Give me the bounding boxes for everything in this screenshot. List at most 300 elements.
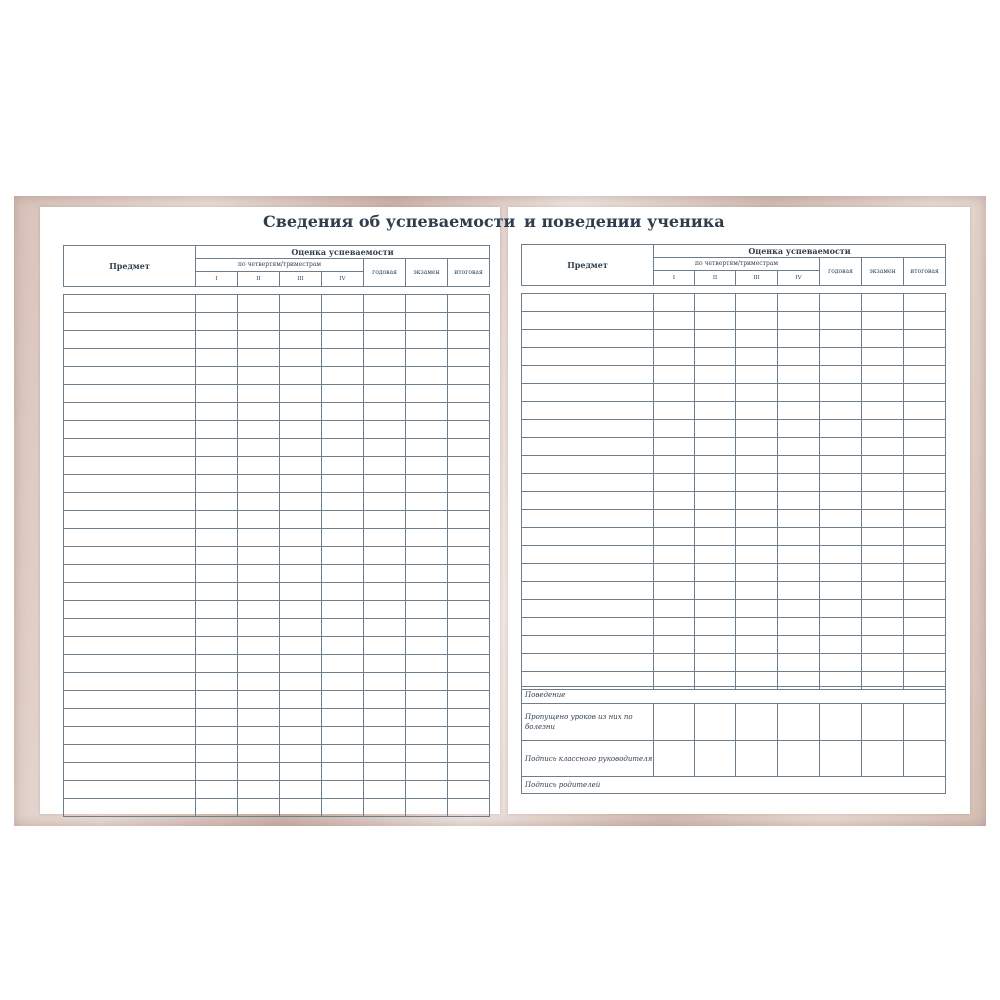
grade-cell[interactable]: [322, 313, 364, 331]
grade-cell[interactable]: [736, 366, 778, 384]
grade-cell[interactable]: [862, 528, 904, 546]
grade-cell[interactable]: [695, 438, 736, 456]
cell[interactable]: [654, 741, 695, 777]
grade-cell[interactable]: [654, 474, 695, 492]
subject-cell[interactable]: [64, 691, 196, 709]
grade-cell[interactable]: [406, 727, 448, 745]
grade-cell[interactable]: [820, 582, 862, 600]
grade-cell[interactable]: [280, 457, 322, 475]
grade-cell[interactable]: [238, 349, 280, 367]
grade-cell[interactable]: [406, 331, 448, 349]
grade-cell[interactable]: [904, 582, 946, 600]
grade-cell[interactable]: [196, 403, 238, 421]
grade-cell[interactable]: [364, 367, 406, 385]
grade-cell[interactable]: [364, 745, 406, 763]
grade-cell[interactable]: [736, 618, 778, 636]
grade-cell[interactable]: [196, 331, 238, 349]
grade-cell[interactable]: [364, 691, 406, 709]
grade-cell[interactable]: [238, 295, 280, 313]
grade-cell[interactable]: [862, 420, 904, 438]
grade-cell[interactable]: [448, 709, 490, 727]
grade-cell[interactable]: [862, 402, 904, 420]
grade-cell[interactable]: [695, 420, 736, 438]
grade-cell[interactable]: [196, 349, 238, 367]
grade-cell[interactable]: [820, 474, 862, 492]
grade-cell[interactable]: [904, 474, 946, 492]
grade-cell[interactable]: [322, 691, 364, 709]
subject-cell[interactable]: [522, 384, 654, 402]
grade-cell[interactable]: [280, 421, 322, 439]
grade-cell[interactable]: [364, 547, 406, 565]
grade-cell[interactable]: [322, 349, 364, 367]
grade-cell[interactable]: [280, 781, 322, 799]
subject-cell[interactable]: [64, 421, 196, 439]
grade-cell[interactable]: [322, 763, 364, 781]
grade-cell[interactable]: [238, 547, 280, 565]
subject-cell[interactable]: [522, 330, 654, 348]
grade-cell[interactable]: [695, 600, 736, 618]
grade-cell[interactable]: [280, 547, 322, 565]
grade-cell[interactable]: [654, 600, 695, 618]
grade-cell[interactable]: [904, 510, 946, 528]
grade-cell[interactable]: [364, 637, 406, 655]
grade-cell[interactable]: [778, 438, 820, 456]
grade-cell[interactable]: [654, 366, 695, 384]
cell[interactable]: [862, 704, 904, 741]
grade-cell[interactable]: [778, 402, 820, 420]
grade-cell[interactable]: [280, 313, 322, 331]
grade-cell[interactable]: [820, 348, 862, 366]
grade-cell[interactable]: [448, 385, 490, 403]
grade-cell[interactable]: [736, 636, 778, 654]
grade-cell[interactable]: [322, 565, 364, 583]
subject-cell[interactable]: [64, 529, 196, 547]
grade-cell[interactable]: [904, 654, 946, 672]
grade-cell[interactable]: [406, 529, 448, 547]
grade-cell[interactable]: [820, 420, 862, 438]
grade-cell[interactable]: [736, 564, 778, 582]
subject-cell[interactable]: [64, 331, 196, 349]
grade-cell[interactable]: [364, 529, 406, 547]
grade-cell[interactable]: [322, 403, 364, 421]
grade-cell[interactable]: [904, 366, 946, 384]
grade-cell[interactable]: [238, 727, 280, 745]
grade-cell[interactable]: [448, 727, 490, 745]
subject-cell[interactable]: [522, 438, 654, 456]
grade-cell[interactable]: [820, 294, 862, 312]
grade-cell[interactable]: [778, 294, 820, 312]
subject-cell[interactable]: [64, 637, 196, 655]
grade-cell[interactable]: [736, 348, 778, 366]
grade-cell[interactable]: [322, 439, 364, 457]
grade-cell[interactable]: [695, 366, 736, 384]
grade-cell[interactable]: [862, 312, 904, 330]
grade-cell[interactable]: [448, 691, 490, 709]
grade-cell[interactable]: [654, 582, 695, 600]
grade-cell[interactable]: [238, 781, 280, 799]
grade-cell[interactable]: [238, 637, 280, 655]
grade-cell[interactable]: [862, 636, 904, 654]
grade-cell[interactable]: [406, 367, 448, 385]
cell[interactable]: [904, 741, 946, 777]
grade-cell[interactable]: [778, 546, 820, 564]
grade-cell[interactable]: [280, 349, 322, 367]
grade-cell[interactable]: [448, 349, 490, 367]
grade-cell[interactable]: [904, 420, 946, 438]
grade-cell[interactable]: [778, 330, 820, 348]
grade-cell[interactable]: [196, 493, 238, 511]
subject-cell[interactable]: [64, 655, 196, 673]
cell[interactable]: [695, 741, 736, 777]
grade-cell[interactable]: [196, 565, 238, 583]
grade-cell[interactable]: [820, 330, 862, 348]
grade-cell[interactable]: [448, 367, 490, 385]
grade-cell[interactable]: [406, 673, 448, 691]
grade-cell[interactable]: [820, 618, 862, 636]
grade-cell[interactable]: [778, 492, 820, 510]
grade-cell[interactable]: [862, 546, 904, 564]
grade-cell[interactable]: [364, 403, 406, 421]
grade-cell[interactable]: [364, 439, 406, 457]
grade-cell[interactable]: [238, 745, 280, 763]
grade-cell[interactable]: [736, 438, 778, 456]
grade-cell[interactable]: [862, 600, 904, 618]
grade-cell[interactable]: [862, 330, 904, 348]
grade-cell[interactable]: [904, 564, 946, 582]
grade-cell[interactable]: [364, 457, 406, 475]
grade-cell[interactable]: [778, 582, 820, 600]
grade-cell[interactable]: [406, 619, 448, 637]
grade-cell[interactable]: [238, 583, 280, 601]
grade-cell[interactable]: [654, 510, 695, 528]
grade-cell[interactable]: [196, 691, 238, 709]
grade-cell[interactable]: [820, 546, 862, 564]
grade-cell[interactable]: [406, 583, 448, 601]
grade-cell[interactable]: [448, 529, 490, 547]
grade-cell[interactable]: [448, 745, 490, 763]
grade-cell[interactable]: [862, 474, 904, 492]
grade-cell[interactable]: [238, 763, 280, 781]
grade-cell[interactable]: [862, 438, 904, 456]
subject-cell[interactable]: [64, 619, 196, 637]
grade-cell[interactable]: [280, 745, 322, 763]
grade-cell[interactable]: [322, 709, 364, 727]
grade-cell[interactable]: [322, 295, 364, 313]
grade-cell[interactable]: [280, 601, 322, 619]
subject-cell[interactable]: [64, 295, 196, 313]
grade-cell[interactable]: [448, 655, 490, 673]
grade-cell[interactable]: [196, 511, 238, 529]
grade-cell[interactable]: [862, 294, 904, 312]
grade-cell[interactable]: [820, 600, 862, 618]
subject-cell[interactable]: [522, 546, 654, 564]
grade-cell[interactable]: [904, 546, 946, 564]
grade-cell[interactable]: [695, 402, 736, 420]
grade-cell[interactable]: [238, 601, 280, 619]
grade-cell[interactable]: [448, 439, 490, 457]
grade-cell[interactable]: [280, 295, 322, 313]
grade-cell[interactable]: [238, 619, 280, 637]
grade-cell[interactable]: [448, 637, 490, 655]
grade-cell[interactable]: [448, 511, 490, 529]
grade-cell[interactable]: [736, 474, 778, 492]
subject-cell[interactable]: [64, 565, 196, 583]
grade-cell[interactable]: [196, 475, 238, 493]
grade-cell[interactable]: [238, 511, 280, 529]
grade-cell[interactable]: [904, 528, 946, 546]
grade-cell[interactable]: [695, 564, 736, 582]
grade-cell[interactable]: [904, 384, 946, 402]
grade-cell[interactable]: [406, 439, 448, 457]
grade-cell[interactable]: [196, 763, 238, 781]
grade-cell[interactable]: [448, 547, 490, 565]
subject-cell[interactable]: [522, 654, 654, 672]
grade-cell[interactable]: [654, 384, 695, 402]
grade-cell[interactable]: [238, 421, 280, 439]
grade-cell[interactable]: [406, 511, 448, 529]
grade-cell[interactable]: [736, 600, 778, 618]
grade-cell[interactable]: [322, 601, 364, 619]
subject-cell[interactable]: [64, 745, 196, 763]
grade-cell[interactable]: [322, 511, 364, 529]
grade-cell[interactable]: [364, 673, 406, 691]
grade-cell[interactable]: [322, 673, 364, 691]
grade-cell[interactable]: [448, 403, 490, 421]
grade-cell[interactable]: [196, 655, 238, 673]
grade-cell[interactable]: [322, 619, 364, 637]
grade-cell[interactable]: [196, 529, 238, 547]
grade-cell[interactable]: [364, 781, 406, 799]
grade-cell[interactable]: [322, 655, 364, 673]
subject-cell[interactable]: [64, 475, 196, 493]
grade-cell[interactable]: [196, 781, 238, 799]
grade-cell[interactable]: [280, 529, 322, 547]
grade-cell[interactable]: [196, 799, 238, 817]
grade-cell[interactable]: [196, 637, 238, 655]
grade-cell[interactable]: [322, 475, 364, 493]
grade-cell[interactable]: [280, 637, 322, 655]
grade-cell[interactable]: [406, 565, 448, 583]
grade-cell[interactable]: [406, 493, 448, 511]
grade-cell[interactable]: [406, 637, 448, 655]
grade-cell[interactable]: [654, 294, 695, 312]
grade-cell[interactable]: [322, 727, 364, 745]
grade-cell[interactable]: [736, 546, 778, 564]
grade-cell[interactable]: [904, 618, 946, 636]
grade-cell[interactable]: [862, 492, 904, 510]
grade-cell[interactable]: [778, 474, 820, 492]
grade-cell[interactable]: [862, 582, 904, 600]
grade-cell[interactable]: [322, 799, 364, 817]
subject-cell[interactable]: [522, 456, 654, 474]
grade-cell[interactable]: [196, 385, 238, 403]
grade-cell[interactable]: [448, 673, 490, 691]
grade-cell[interactable]: [238, 565, 280, 583]
cell[interactable]: [695, 704, 736, 741]
grade-cell[interactable]: [820, 438, 862, 456]
grade-cell[interactable]: [406, 781, 448, 799]
grade-cell[interactable]: [448, 313, 490, 331]
grade-cell[interactable]: [280, 691, 322, 709]
subject-cell[interactable]: [522, 366, 654, 384]
grade-cell[interactable]: [196, 709, 238, 727]
grade-cell[interactable]: [736, 294, 778, 312]
grade-cell[interactable]: [654, 402, 695, 420]
grade-cell[interactable]: [904, 312, 946, 330]
grade-cell[interactable]: [448, 493, 490, 511]
grade-cell[interactable]: [820, 366, 862, 384]
grade-cell[interactable]: [654, 564, 695, 582]
grade-cell[interactable]: [736, 582, 778, 600]
grade-cell[interactable]: [364, 799, 406, 817]
grade-cell[interactable]: [322, 493, 364, 511]
grade-cell[interactable]: [280, 403, 322, 421]
grade-cell[interactable]: [448, 763, 490, 781]
subject-cell[interactable]: [64, 457, 196, 475]
subject-cell[interactable]: [522, 420, 654, 438]
grade-cell[interactable]: [820, 384, 862, 402]
grade-cell[interactable]: [280, 511, 322, 529]
grade-cell[interactable]: [364, 565, 406, 583]
grade-cell[interactable]: [238, 385, 280, 403]
subject-cell[interactable]: [64, 439, 196, 457]
grade-cell[interactable]: [778, 366, 820, 384]
grade-cell[interactable]: [778, 600, 820, 618]
grade-cell[interactable]: [904, 636, 946, 654]
grade-cell[interactable]: [904, 294, 946, 312]
grade-cell[interactable]: [904, 348, 946, 366]
grade-cell[interactable]: [736, 402, 778, 420]
subject-cell[interactable]: [64, 583, 196, 601]
grade-cell[interactable]: [695, 384, 736, 402]
grade-cell[interactable]: [406, 421, 448, 439]
grade-cell[interactable]: [406, 349, 448, 367]
grade-cell[interactable]: [862, 654, 904, 672]
grade-cell[interactable]: [820, 402, 862, 420]
grade-cell[interactable]: [364, 349, 406, 367]
grade-cell[interactable]: [238, 493, 280, 511]
grade-cell[interactable]: [406, 547, 448, 565]
subject-cell[interactable]: [522, 618, 654, 636]
grade-cell[interactable]: [654, 654, 695, 672]
grade-cell[interactable]: [778, 420, 820, 438]
grade-cell[interactable]: [280, 799, 322, 817]
grade-cell[interactable]: [238, 331, 280, 349]
grade-cell[interactable]: [904, 600, 946, 618]
grade-cell[interactable]: [862, 348, 904, 366]
grade-cell[interactable]: [778, 618, 820, 636]
grade-cell[interactable]: [364, 601, 406, 619]
grade-cell[interactable]: [695, 474, 736, 492]
grade-cell[interactable]: [280, 619, 322, 637]
grade-cell[interactable]: [364, 763, 406, 781]
grade-cell[interactable]: [778, 510, 820, 528]
grade-cell[interactable]: [778, 564, 820, 582]
grade-cell[interactable]: [280, 673, 322, 691]
grade-cell[interactable]: [322, 529, 364, 547]
subject-cell[interactable]: [522, 474, 654, 492]
grade-cell[interactable]: [196, 619, 238, 637]
grade-cell[interactable]: [695, 330, 736, 348]
grade-cell[interactable]: [238, 691, 280, 709]
grade-cell[interactable]: [695, 348, 736, 366]
grade-cell[interactable]: [364, 295, 406, 313]
grade-cell[interactable]: [654, 312, 695, 330]
grade-cell[interactable]: [196, 673, 238, 691]
grade-cell[interactable]: [196, 421, 238, 439]
grade-cell[interactable]: [654, 456, 695, 474]
cell[interactable]: [820, 741, 862, 777]
grade-cell[interactable]: [778, 456, 820, 474]
grade-cell[interactable]: [280, 709, 322, 727]
grade-cell[interactable]: [695, 618, 736, 636]
grade-cell[interactable]: [448, 295, 490, 313]
grade-cell[interactable]: [820, 510, 862, 528]
grade-cell[interactable]: [695, 636, 736, 654]
grade-cell[interactable]: [238, 673, 280, 691]
grade-cell[interactable]: [654, 618, 695, 636]
grade-cell[interactable]: [778, 636, 820, 654]
grade-cell[interactable]: [196, 439, 238, 457]
grade-cell[interactable]: [238, 529, 280, 547]
grade-cell[interactable]: [322, 457, 364, 475]
grade-cell[interactable]: [904, 456, 946, 474]
subject-cell[interactable]: [522, 510, 654, 528]
grade-cell[interactable]: [654, 528, 695, 546]
grade-cell[interactable]: [322, 385, 364, 403]
grade-cell[interactable]: [695, 492, 736, 510]
grade-cell[interactable]: [280, 763, 322, 781]
grade-cell[interactable]: [695, 294, 736, 312]
grade-cell[interactable]: [280, 583, 322, 601]
grade-cell[interactable]: [238, 457, 280, 475]
cell[interactable]: [778, 704, 820, 741]
grade-cell[interactable]: [280, 439, 322, 457]
grade-cell[interactable]: [322, 547, 364, 565]
grade-cell[interactable]: [280, 565, 322, 583]
grade-cell[interactable]: [654, 420, 695, 438]
subject-cell[interactable]: [522, 348, 654, 366]
subject-cell[interactable]: [64, 547, 196, 565]
grade-cell[interactable]: [280, 493, 322, 511]
grade-cell[interactable]: [695, 312, 736, 330]
grade-cell[interactable]: [654, 546, 695, 564]
subject-cell[interactable]: [64, 367, 196, 385]
grade-cell[interactable]: [695, 528, 736, 546]
grade-cell[interactable]: [196, 547, 238, 565]
subject-cell[interactable]: [64, 709, 196, 727]
grade-cell[interactable]: [862, 456, 904, 474]
subject-cell[interactable]: [522, 582, 654, 600]
grade-cell[interactable]: [322, 637, 364, 655]
grade-cell[interactable]: [695, 654, 736, 672]
grade-cell[interactable]: [820, 528, 862, 546]
grade-cell[interactable]: [364, 313, 406, 331]
grade-cell[interactable]: [695, 456, 736, 474]
grade-cell[interactable]: [448, 601, 490, 619]
subject-cell[interactable]: [64, 727, 196, 745]
grade-cell[interactable]: [322, 421, 364, 439]
grade-cell[interactable]: [448, 331, 490, 349]
grade-cell[interactable]: [406, 691, 448, 709]
grade-cell[interactable]: [448, 799, 490, 817]
subject-cell[interactable]: [64, 781, 196, 799]
subject-cell[interactable]: [64, 511, 196, 529]
grade-cell[interactable]: [364, 331, 406, 349]
subject-cell[interactable]: [64, 349, 196, 367]
grade-cell[interactable]: [196, 745, 238, 763]
grade-cell[interactable]: [280, 385, 322, 403]
